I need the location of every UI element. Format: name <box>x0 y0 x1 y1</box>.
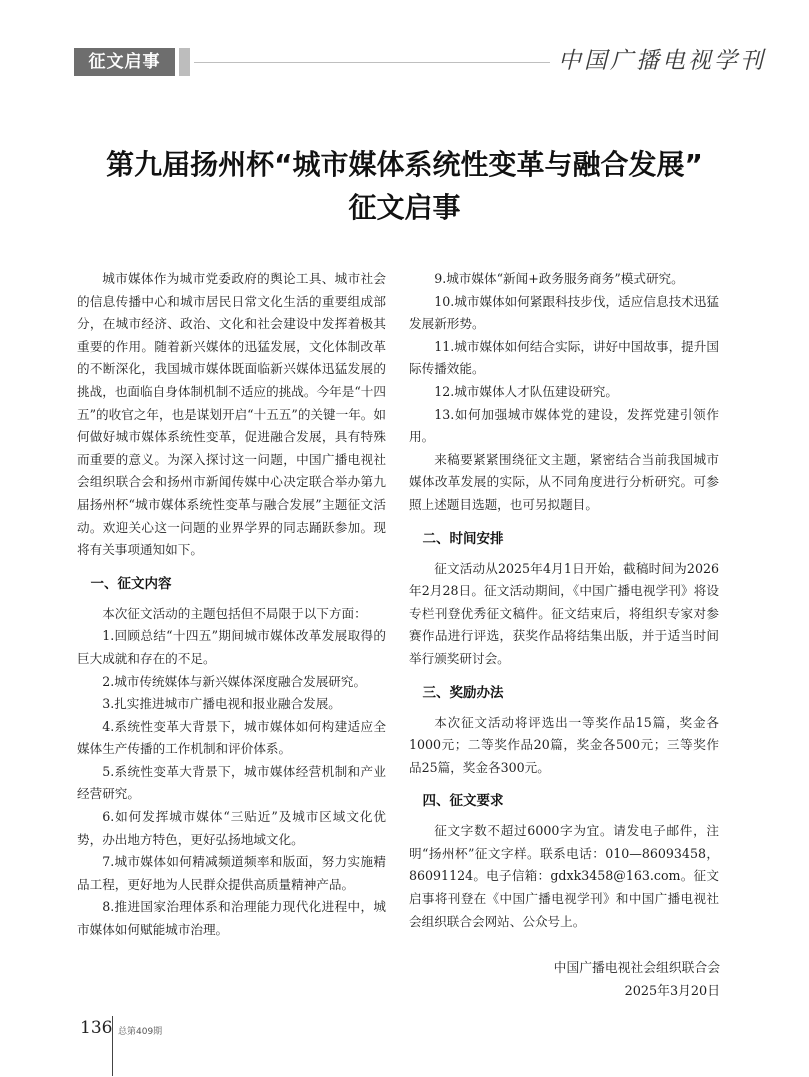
list-item: 3.扎实推进城市广播电视和报业融合发展。 <box>102 696 341 712</box>
left-column <box>77 268 386 942</box>
issue-label: 总第409期 <box>118 1027 163 1037</box>
section-closing: 来稿要紧紧围绕征文主题，紧密结合当前我国城市媒体改革发展的实际，从不同角度进行分析研究。可参照上述题目选题，也可另拟题目。 <box>409 451 719 512</box>
footer-divider <box>112 1016 113 1076</box>
list-item: 6.如何发挥城市媒体“三贴近”及城市区域文化优势，办出地方特色，更好弘扬地域文化。 <box>77 809 386 847</box>
awards-paragraph: 本次征文活动将评选出一等奖作品15篇，奖金各1000元；二等奖作品20篇，奖金各500元；三等奖作品25篇，奖金各300元。 <box>409 714 719 775</box>
list-item: 4.系统性变革大背景下，城市媒体如何构建适应全媒体生产传播的工作机制和评价体系。 <box>77 718 386 757</box>
section-heading-requirements: 四、征文要求 <box>422 793 504 810</box>
intro-paragraph: 城市媒体作为城市党委政府的舆论工具、城市社会的信息传播中心和城市居民日常文化生活的重要组成部分，在城市经济、政治、文化和社会建设中发挥着极其重要的作用。随着新兴媒体的迅猛发展，文化体制改革的不断深化，我国城市媒体既面临新兴媒体迅猛发展的挑战，也面临自身体制机制不适应的挑战。今年是“十四五”的收官之年，也是谋划开启“十五五”的关键一年。如何做好城市媒体系统性变革，促进融合发展，具有特殊而重要的意义。为深入探讨这一问题，中国广播电视社会组织联合会和扬州市新闻传媒中心决定联合举办第九届扬州杯“城市媒体系统性变革与融合发展”主题征文活动。欢迎关心这一问题的业界学界的同志踊跃参加。现将有关事项通知如下。 <box>77 271 386 558</box>
signature-date: 2025年3月20日 <box>624 984 720 999</box>
page-number: 136 <box>80 1018 113 1038</box>
list-item: 13.如何加强城市媒体党的建设，发挥党建引领作用。 <box>409 406 719 445</box>
schedule-paragraph: 征文活动从2025年4月1日开始，截稿时间为2026年2月28日。征文活动期间，《中国广播电视学刊》将设专栏刊登优秀征文稿件。征文结束后，将组织专家对参赛作品进行评选，获奖作品将结集出版，并于适当时间举行颁奖研讨会。 <box>409 560 719 666</box>
section-heading-content: 一、征文内容 <box>90 575 172 592</box>
section-lead: 本次征文活动的主题包括但不局限于以下方面： <box>102 605 367 621</box>
list-item: 1.回顾总结“十四五”期间城市媒体改革发展取得的巨大成就和存在的不足。 <box>77 628 386 666</box>
list-item: 5.系统性变革大背景下，城市媒体经营机制和产业经营研究。 <box>77 763 386 802</box>
list-item: 9.城市媒体“新闻+政务服务商务”模式研究。 <box>434 271 684 286</box>
right-column <box>409 268 719 933</box>
journal-logo: 中国广播电视学刊 <box>558 48 766 74</box>
requirements-paragraph: 征文字数不超过6000字为宜。请发电子邮件，注明“扬州杯”征文字样。联系电话：010—86093458，86091124。电子信箱：gdxk3458@163.com。征文启事将刊登在《中国广播电视学刊》和中国广播电视社会组织联合会网站、公众号上。 <box>409 823 719 929</box>
signature-org: 中国广播电视社会组织联合会 <box>553 961 720 976</box>
page-title <box>40 143 769 229</box>
header-divider <box>194 62 550 63</box>
section-heading-awards: 三、奖励办法 <box>422 684 504 701</box>
title-line-2: 征文启事 <box>348 191 461 224</box>
list-item: 10.城市媒体如何紧跟科技步伐，适应信息技术迅猛发展新形势。 <box>409 293 719 332</box>
list-item: 11.城市媒体如何结合实际，讲好中国故事，提升国际传播效能。 <box>409 338 719 377</box>
list-item: 12.城市媒体人才队伍建设研究。 <box>434 383 618 399</box>
section-heading-schedule: 二、时间安排 <box>422 530 504 547</box>
header-accent-block <box>179 48 190 76</box>
list-item: 8.推进国家治理体系和治理能力现代化进程中，城市媒体如何赋能城市治理。 <box>77 899 386 938</box>
title-line-1: 第九届扬州杯“城市媒体系统性变革与融合发展” <box>106 148 703 181</box>
list-item: 2.城市传统媒体与新兴媒体深度融合发展研究。 <box>102 673 367 689</box>
list-item: 7.城市媒体如何精减频道频率和版面，努力实施精品工程，更好地为人民群众提供高质量精神产品。 <box>77 854 386 892</box>
section-label: 征文启事 <box>74 48 175 76</box>
